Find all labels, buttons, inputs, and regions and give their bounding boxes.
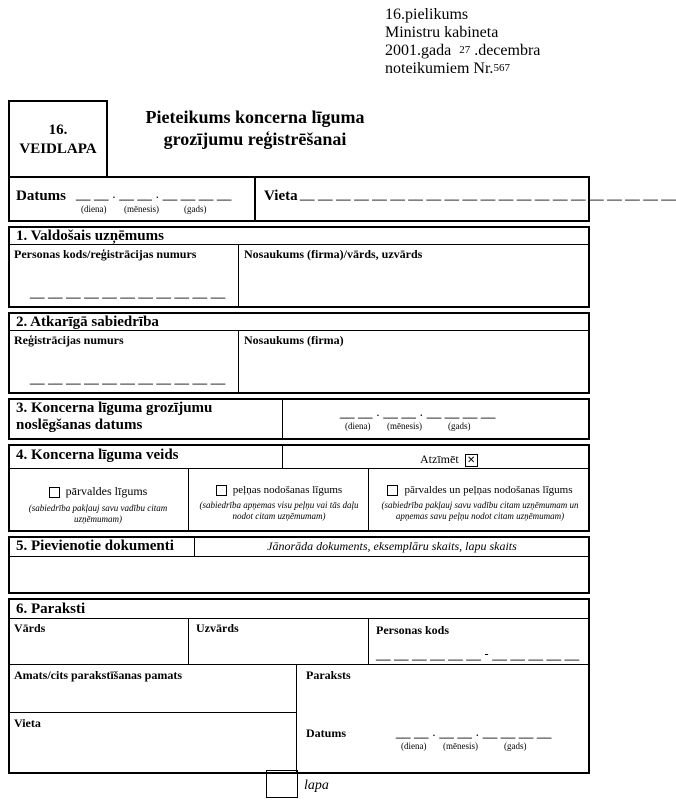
first-name-field[interactable] [14, 638, 184, 660]
controlling-name-field[interactable] [244, 262, 584, 302]
option-combined-contract[interactable]: pārvaldes un peļņas nodošanas līgums (sabiedrība pakļauj savu vadību citam uzņēmumam un apņemas savu peļņu nodot citam uzņēmumam) [381, 484, 579, 521]
place-field[interactable]: __ __ __ __ __ __ __ __ __ __ __ __ __ __ __ __ __ __ __ __ __ [300, 186, 676, 201]
checkbox-icon[interactable] [216, 485, 227, 496]
section5-title: 5. Pievienotie dokumenti [16, 538, 174, 554]
rules-label: noteikumiem Nr.$^{567}$ [385, 60, 510, 77]
date-field[interactable]: __ __ . __ __ . __ __ __ __ [76, 186, 232, 201]
section4-title: 4. Koncerna līguma veids [16, 447, 179, 463]
form-number-tab: 16. VEIDLAPA [8, 100, 108, 178]
option-management-contract[interactable]: pārvaldes līgums (sabiedrība pakļauj savu vadību citam uzņēmumam) [28, 484, 168, 524]
page-count-box[interactable] [266, 770, 298, 798]
dependent-name-field[interactable] [244, 348, 584, 388]
section1-title: 1. Valdošais uzņēmums [16, 228, 164, 244]
signature-field[interactable] [306, 684, 584, 720]
ministry-label: Ministru kabineta [385, 24, 499, 41]
last-name-field[interactable] [196, 638, 364, 660]
signing-date-field[interactable]: __ __ . __ __ . __ __ __ __ [396, 724, 552, 739]
section6-title: 6. Paraksti [16, 601, 86, 617]
section3-title: 3. Koncerna līguma grozījumu noslēgšanas datums [16, 400, 213, 433]
personal-code-field[interactable]: __ __ __ __ __ __ - __ __ __ __ __ [376, 646, 580, 661]
checkbox-icon[interactable] [387, 485, 398, 496]
option-profit-transfer-contract[interactable]: peļņas nodošanas līgums (sabiedrība apņemas visu peļņu vai tās daļu nodot citam uzņēmumam) [199, 484, 359, 521]
checkbox-icon[interactable] [49, 487, 60, 498]
controlling-code-field[interactable]: __ __ __ __ __ __ __ __ __ __ __ [30, 284, 226, 299]
form-title: Pieteikums koncerna līguma grozījumu reģistrēšanai [145, 107, 365, 149]
documents-field[interactable] [12, 559, 586, 591]
page-label: lapa [304, 778, 329, 793]
section2-title: 2. Atkarīgā sabiedrība [16, 314, 159, 330]
signing-place-field[interactable] [14, 732, 290, 768]
date-label: Datums [16, 188, 67, 204]
decree-date: 2001.gada $^{27}$ .decembra [385, 42, 541, 59]
mark-legend: Atzīmēt ✕ [420, 452, 478, 467]
marked-checkbox-icon: ✕ [465, 454, 478, 467]
amendment-date-field[interactable]: __ __ . __ __ . __ __ __ __ [340, 404, 496, 419]
place-label: Vieta [264, 188, 298, 204]
dependent-reg-field[interactable]: __ __ __ __ __ __ __ __ __ __ __ [30, 370, 226, 385]
appendix-label: 16.pielikums [385, 6, 469, 23]
